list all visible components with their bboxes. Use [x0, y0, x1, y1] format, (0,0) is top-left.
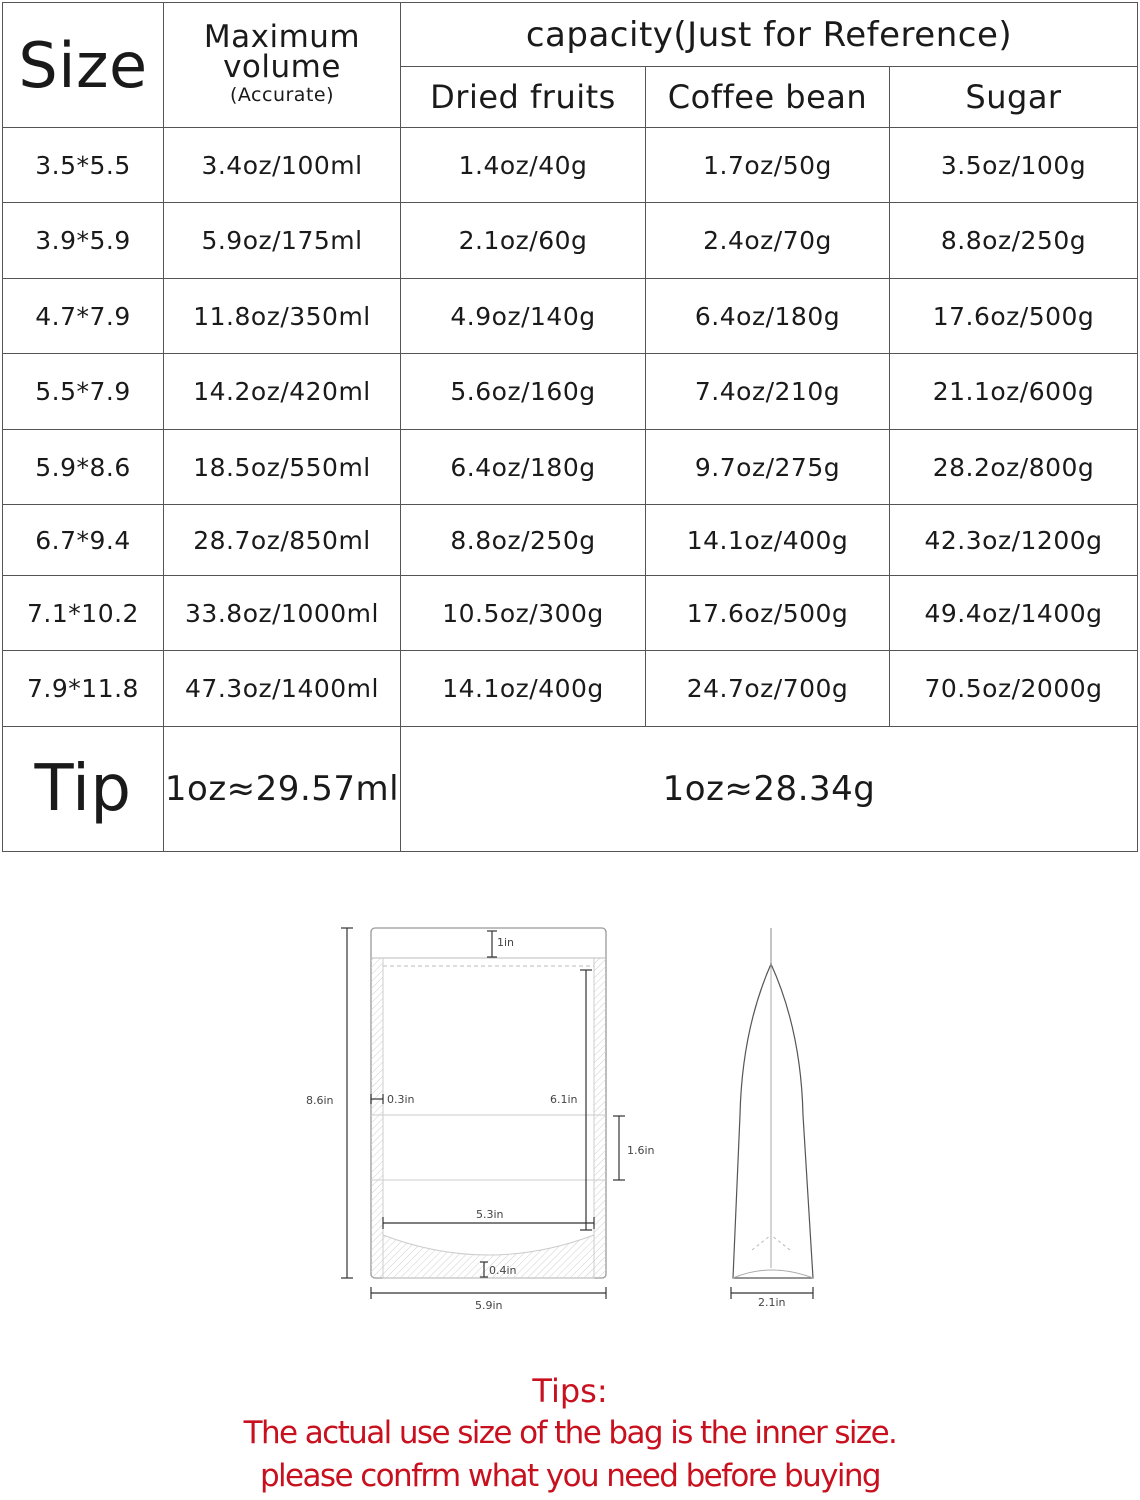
cell-size: 3.5*5.5 — [3, 128, 164, 203]
cell-size: 5.5*7.9 — [3, 354, 164, 430]
header-sugar: Sugar — [890, 67, 1138, 128]
tip-weight-conversion: 1oz≈28.34g — [401, 727, 1138, 852]
cell-dried-fruits: 4.9oz/140g — [401, 279, 646, 354]
size-capacity-table — [2, 2, 1138, 852]
cell-size: 3.9*5.9 — [3, 203, 164, 279]
height-dimension — [306, 928, 353, 1278]
cell-sugar: 70.5oz/2000g — [890, 651, 1138, 727]
tip-row — [3, 727, 1138, 852]
header-max-volume-line2: volume — [223, 49, 341, 85]
header-size: Size — [3, 3, 164, 128]
label-side-seal: 0.3in — [387, 1093, 415, 1106]
cell-coffee-bean: 7.4oz/210g — [646, 354, 890, 430]
cell-sugar: 3.5oz/100g — [890, 128, 1138, 203]
table-row — [3, 128, 1138, 203]
table-row — [3, 651, 1138, 727]
cell-size: 7.9*11.8 — [3, 651, 164, 727]
cell-coffee-bean: 24.7oz/700g — [646, 651, 890, 727]
width-dimension — [371, 1287, 606, 1312]
cell-coffee-bean: 14.1oz/400g — [646, 505, 890, 576]
label-inner-height: 6.1in — [550, 1093, 578, 1106]
cell-volume: 33.8oz/1000ml — [164, 576, 401, 651]
inner-height-dimension — [550, 970, 592, 1230]
cell-volume: 18.5oz/550ml — [164, 430, 401, 505]
cell-volume: 28.7oz/850ml — [164, 505, 401, 576]
cell-dried-fruits: 10.5oz/300g — [401, 576, 646, 651]
cell-dried-fruits: 8.8oz/250g — [401, 505, 646, 576]
cell-dried-fruits: 1.4oz/40g — [401, 128, 646, 203]
label-height: 8.6in — [306, 1094, 334, 1107]
table-row — [3, 505, 1138, 576]
cell-sugar: 8.8oz/250g — [890, 203, 1138, 279]
cell-volume: 47.3oz/1400ml — [164, 651, 401, 727]
table-row — [3, 576, 1138, 651]
tips-line-inner-size: The actual use size of the bag is the inner size. — [243, 1415, 897, 1451]
label-window-height: 1.6in — [627, 1144, 655, 1157]
cell-volume: 3.4oz/100ml — [164, 128, 401, 203]
cell-coffee-bean: 9.7oz/275g — [646, 430, 890, 505]
tip-label: Tip — [3, 727, 164, 852]
top-seal-dimension — [487, 931, 514, 957]
tips-section — [0, 1370, 1140, 1498]
window-height-dimension — [613, 1116, 655, 1180]
header-max-volume — [164, 3, 401, 128]
table-row — [3, 279, 1138, 354]
cell-coffee-bean: 17.6oz/500g — [646, 576, 890, 651]
inner-width-dimension — [383, 1208, 594, 1229]
tips-line-confirm: please confrm what you need before buying — [259, 1458, 881, 1494]
header-coffee-bean: Coffee bean — [646, 67, 890, 128]
header-max-volume-note: (Accurate) — [229, 84, 335, 106]
header-capacity: capacity(Just for Reference) — [401, 3, 1138, 67]
table-row — [3, 430, 1138, 505]
cell-volume: 5.9oz/175ml — [164, 203, 401, 279]
table-row — [3, 203, 1138, 279]
cell-dried-fruits: 2.1oz/60g — [401, 203, 646, 279]
cell-dried-fruits: 5.6oz/160g — [401, 354, 646, 430]
cell-dried-fruits: 6.4oz/180g — [401, 430, 646, 505]
cell-volume: 14.2oz/420ml — [164, 354, 401, 430]
cell-size: 4.7*7.9 — [3, 279, 164, 354]
bag-side-profile — [733, 928, 813, 1278]
label-gusset-depth: 2.1in — [758, 1296, 786, 1309]
cell-coffee-bean: 1.7oz/50g — [646, 128, 890, 203]
bag-dimension-diagram — [0, 900, 1140, 1330]
header-dried-fruits: Dried fruits — [401, 67, 646, 128]
cell-size: 5.9*8.6 — [3, 430, 164, 505]
cell-size: 6.7*9.4 — [3, 505, 164, 576]
label-bottom-gusset: 0.4in — [489, 1264, 517, 1277]
cell-size: 7.1*10.2 — [3, 576, 164, 651]
tip-volume-conversion: 1oz≈29.57ml — [164, 727, 401, 852]
tips-title: Tips: — [532, 1372, 608, 1410]
cell-sugar: 21.1oz/600g — [890, 354, 1138, 430]
cell-volume: 11.8oz/350ml — [164, 279, 401, 354]
cell-sugar: 28.2oz/800g — [890, 430, 1138, 505]
table-row — [3, 354, 1138, 430]
cell-sugar: 17.6oz/500g — [890, 279, 1138, 354]
gusset-depth-dimension — [731, 1287, 813, 1309]
cell-dried-fruits: 14.1oz/400g — [401, 651, 646, 727]
cell-sugar: 49.4oz/1400g — [890, 576, 1138, 651]
cell-sugar: 42.3oz/1200g — [890, 505, 1138, 576]
label-width: 5.9in — [475, 1299, 503, 1312]
header-max-volume-line1: Maximum — [203, 19, 361, 55]
label-inner-width: 5.3in — [476, 1208, 504, 1221]
label-top-seal: 1in — [497, 936, 515, 949]
cell-coffee-bean: 2.4oz/70g — [646, 203, 890, 279]
cell-coffee-bean: 6.4oz/180g — [646, 279, 890, 354]
